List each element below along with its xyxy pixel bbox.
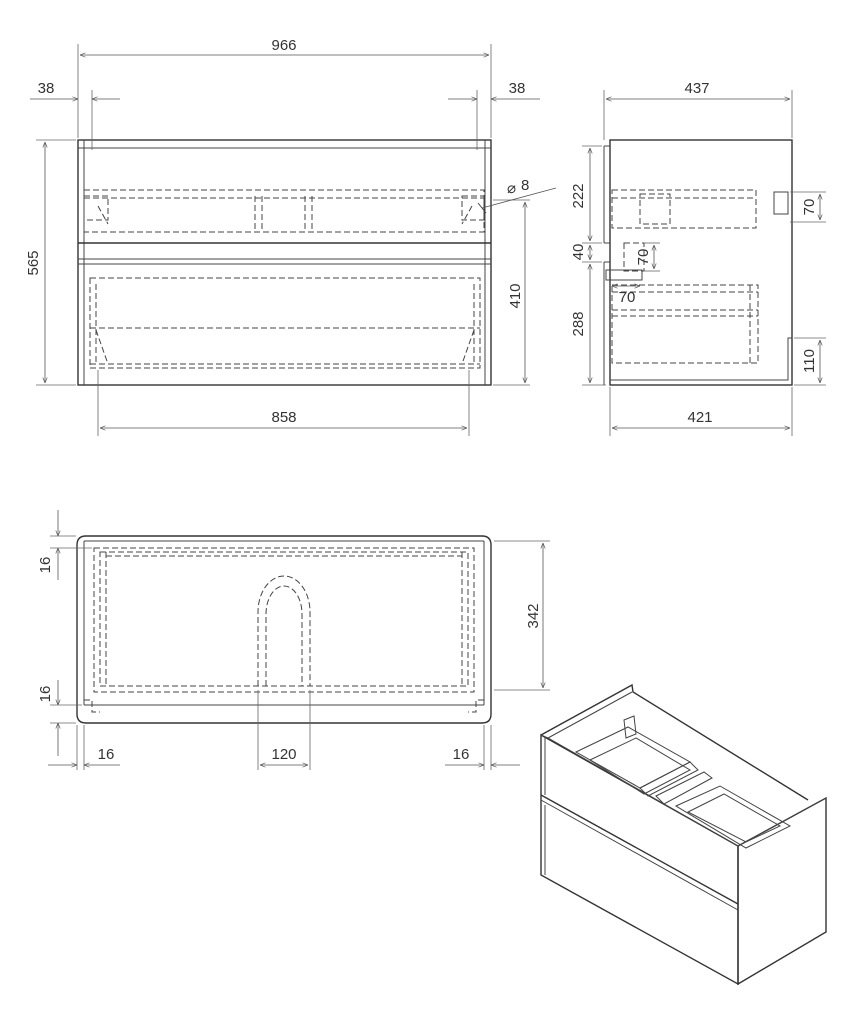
- dim-overall-width: 966: [271, 37, 297, 54]
- dim-left-offset: 38: [37, 80, 55, 97]
- dim-pipe-cutout-top: 70: [635, 248, 652, 266]
- dim-depth: 437: [684, 80, 710, 97]
- hole-leader: [482, 188, 556, 208]
- dim-back-cutout: 110: [801, 349, 818, 373]
- dim-height: 565: [25, 250, 42, 276]
- front-view-cabinet-outline: [78, 140, 491, 385]
- dim-hole-diameter-symbol: ⌀: [507, 180, 517, 197]
- front-view-upper-drawer-hidden: [84, 190, 484, 232]
- top-view-outline: [77, 536, 491, 723]
- side-view: [570, 80, 826, 436]
- dim-right-offset: 38: [508, 80, 526, 97]
- dim-top-inner-depth: 342: [525, 603, 542, 629]
- dim-hole-diameter: 8: [521, 177, 530, 194]
- dim-lower-drawer: 288: [570, 311, 587, 337]
- iso-side-panel: [738, 798, 826, 984]
- iso-front: [541, 735, 738, 984]
- dim-gap: 40: [570, 243, 587, 261]
- front-view-lower-drawer-hidden: [90, 278, 480, 368]
- dim-pipe-notch: 120: [271, 746, 297, 763]
- dim-upper-drawer: 222: [570, 183, 587, 209]
- dim-lower-drawer-height: 410: [507, 283, 524, 309]
- dim-pipe-cutout-depth: 70: [801, 198, 818, 216]
- dim-right-side: 16: [452, 746, 470, 763]
- dim-back-edge: 16: [37, 685, 54, 703]
- top-view: [37, 510, 550, 770]
- front-view: [25, 37, 556, 436]
- dim-front-edge: 16: [37, 556, 54, 574]
- iso-tray-right: [676, 786, 790, 848]
- dim-inner-width: 858: [271, 409, 297, 426]
- isometric-view: [541, 685, 826, 984]
- dim-pipe-cutout-side: 70: [618, 289, 636, 306]
- dim-inner-depth: 421: [687, 409, 713, 426]
- dim-left-side: 16: [97, 746, 115, 763]
